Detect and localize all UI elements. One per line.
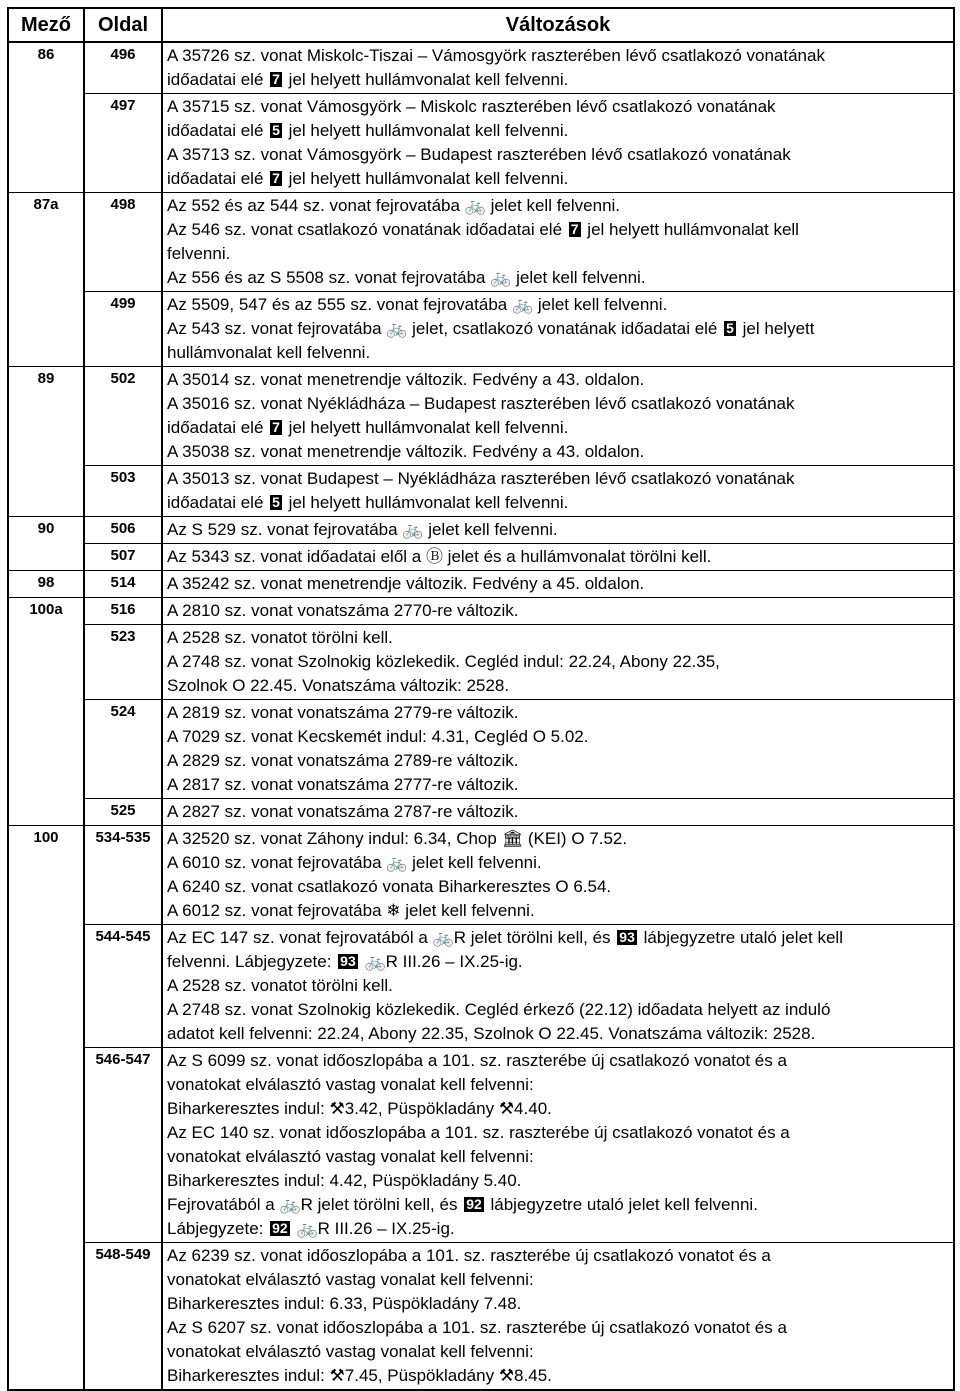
change-line: Az S 6207 sz. vonat időoszlopába a 101. sz. raszterébe új csatlakozó vonatot és a (167, 1318, 787, 1337)
field-cell: 100a (8, 598, 84, 625)
change-line: A 35715 sz. vonat Vámosgyörk – Miskolc raszterében lévő csatlakozó vonatának (167, 97, 776, 116)
change-line: felvenni. Lábjegyzete: 93 🚲R III.26 – IX.25-ig. (167, 952, 523, 971)
boxed-number-icon: 92 (466, 1196, 482, 1212)
change-line: Az S 6099 sz. vonat időoszlopába a 101. sz. raszterébe új csatlakozó vonatot és a (167, 1051, 787, 1070)
field-cell (8, 1243, 84, 1391)
table-row (8, 625, 954, 700)
field-cell (8, 544, 84, 571)
page-cell: 506 (84, 517, 162, 544)
page-cell: 499 (84, 292, 162, 367)
changes-cell (162, 625, 954, 700)
change-line: A 35014 sz. vonat menetrendje változik. Fedvény a 43. oldalon. (167, 370, 645, 389)
change-line: vonatokat elválasztó vastag vonalat kell felvenni: (167, 1075, 534, 1094)
change-line: A 6010 sz. vonat fejrovatába 🚲 jelet kell felvenni. (167, 853, 542, 872)
change-line: A 35038 sz. vonat menetrendje változik. Fedvény a 43. oldalon. (167, 442, 645, 461)
page-cell: 546-547 (84, 1048, 162, 1243)
change-line: Az S 529 sz. vonat fejrovatába 🚲 jelet kell felvenni. (167, 520, 558, 539)
change-line: Szolnok O 22.45. Vonatszáma változik: 2528. (167, 676, 510, 695)
change-line: A 2810 sz. vonat vonatszáma 2770-re változik. (167, 601, 519, 620)
change-line: időadatai elé 7 jel helyett hullámvonalat kell felvenni. (167, 418, 569, 437)
table-row (8, 94, 954, 193)
header-field: Mező (8, 8, 84, 42)
table-row (8, 42, 954, 94)
boxed-number-icon: 5 (272, 494, 280, 510)
boxed-number-icon: 5 (726, 320, 734, 336)
change-line: Biharkeresztes indul: ⚒3.42, Püspökladány ⚒4.40. (167, 1099, 552, 1118)
change-line: vonatokat elválasztó vastag vonalat kell felvenni: (167, 1270, 534, 1289)
change-line: A 32520 sz. vonat Záhony indul: 6.34, Chop 🏛 (KEI) O 7.52. (167, 829, 628, 848)
change-line: Biharkeresztes indul: 4.42, Püspökladány 5.40. (167, 1171, 522, 1190)
change-line: A 7029 sz. vonat Kecskemét indul: 4.31, Cegléd O 5.02. (167, 727, 589, 746)
field-cell (8, 700, 84, 799)
changes-cell (162, 292, 954, 367)
boxed-number-icon: 5 (272, 122, 280, 138)
changes-cell (162, 700, 954, 799)
change-line: A 2748 sz. vonat Szolnokig közlekedik. Cegléd indul: 22.24, Abony 22.35, (167, 652, 720, 671)
table-row (8, 193, 954, 292)
page-cell: 516 (84, 598, 162, 625)
boxed-number-icon: 7 (570, 221, 579, 237)
page-cell: 496 (84, 42, 162, 94)
field-cell (8, 94, 84, 193)
change-line: hullámvonalat kell felvenni. (167, 343, 371, 362)
change-line: Az 546 sz. vonat csatlakozó vonatának időadatai elé 7 jel helyett hullámvonalat kell (167, 220, 799, 239)
boxed-number-icon: 7 (272, 170, 280, 186)
change-line: A 35242 sz. vonat menetrendje változik. Fedvény a 45. oldalon. (167, 574, 645, 593)
field-cell: 86 (8, 42, 84, 94)
changes-cell (162, 925, 954, 1048)
table-row (8, 826, 954, 925)
page-cell: 497 (84, 94, 162, 193)
table-row (8, 1243, 954, 1391)
change-line: A 35726 sz. vonat Miskolc-Tiszai – Vámosgyörk raszterében lévő csatlakozó vonatának (167, 46, 825, 65)
page-cell: 523 (84, 625, 162, 700)
change-line: A 2829 sz. vonat vonatszáma 2789-re változik. (167, 751, 519, 770)
change-line: A 35013 sz. vonat Budapest – Nyékládháza raszterében lévő csatlakozó vonatának (167, 469, 795, 488)
change-line: A 6012 sz. vonat fejrovatába ❄ jelet kell felvenni. (167, 901, 535, 920)
table-row (8, 292, 954, 367)
change-line: A 2819 sz. vonat vonatszáma 2779-re változik. (167, 703, 519, 722)
boxed-number-icon: 93 (619, 929, 635, 945)
page-cell: 502 (84, 367, 162, 466)
header-changes: Változások (162, 8, 954, 42)
field-cell (8, 799, 84, 826)
field-cell (8, 466, 84, 517)
changes-cell (162, 598, 954, 625)
changes-cell (162, 517, 954, 544)
change-line: adatot kell felvenni: 22.24, Abony 22.35, Szolnok O 22.45. Vonatszáma változik: 2528. (167, 1024, 816, 1043)
page-cell: 503 (84, 466, 162, 517)
table-header (8, 8, 954, 42)
changes-cell (162, 367, 954, 466)
page-cell: 548-549 (84, 1243, 162, 1391)
table-row (8, 1048, 954, 1243)
boxed-number-icon: 7 (272, 419, 280, 435)
change-line: Fejrovatából a 🚲R jelet törölni kell, és 92 lábjegyzetre utaló jelet kell felvenni. (167, 1195, 758, 1214)
change-line: felvenni. (167, 244, 231, 263)
field-cell (8, 625, 84, 700)
field-cell: 98 (8, 571, 84, 598)
change-line: Az EC 140 sz. vonat időoszlopába a 101. sz. raszterébe új csatlakozó vonatot és a (167, 1123, 790, 1142)
change-line: időadatai elé 5 jel helyett hullámvonalat kell felvenni. (167, 493, 569, 512)
page-cell: 534-535 (84, 826, 162, 925)
field-cell: 89 (8, 367, 84, 466)
table-row (8, 700, 954, 799)
change-line: Az 5509, 547 és az 555 sz. vonat fejrovatába 🚲 jelet kell felvenni. (167, 295, 668, 314)
change-line: időadatai elé 7 jel helyett hullámvonalat kell felvenni. (167, 169, 569, 188)
change-line: Lábjegyzete: 92 🚲R III.26 – IX.25-ig. (167, 1219, 455, 1238)
change-line: vonatokat elválasztó vastag vonalat kell felvenni: (167, 1342, 534, 1361)
changes-body (8, 42, 954, 1390)
page-cell: 524 (84, 700, 162, 799)
table-row (8, 925, 954, 1048)
boxed-number-icon: 93 (340, 953, 356, 969)
table-row (8, 571, 954, 598)
table-row (8, 799, 954, 826)
changes-cell (162, 193, 954, 292)
table-row (8, 598, 954, 625)
boxed-number-icon: 7 (272, 71, 280, 87)
change-line: A 2748 sz. vonat Szolnokig közlekedik. Cegléd érkező (22.12) időadata helyett az induló (167, 1000, 831, 1019)
changes-cell (162, 1048, 954, 1243)
change-line: A 6240 sz. vonat csatlakozó vonata Biharkeresztes O 6.54. (167, 877, 612, 896)
page-cell: 544-545 (84, 925, 162, 1048)
page-cell: 498 (84, 193, 162, 292)
changes-cell (162, 1243, 954, 1391)
table-row (8, 367, 954, 466)
changes-cell (162, 466, 954, 517)
changes-cell (162, 544, 954, 571)
field-cell: 87a (8, 193, 84, 292)
changes-cell (162, 826, 954, 925)
field-cell (8, 1048, 84, 1243)
table-row (8, 544, 954, 571)
change-line: Biharkeresztes indul: ⚒7.45, Püspökladány ⚒8.45. (167, 1366, 552, 1385)
change-line: A 2827 sz. vonat vonatszáma 2787-re változik. (167, 802, 519, 821)
change-line: A 2528 sz. vonatot törölni kell. (167, 628, 393, 647)
change-line: Az 556 és az S 5508 sz. vonat fejrovatába 🚲 jelet kell felvenni. (167, 268, 646, 287)
changes-cell (162, 42, 954, 94)
changes-cell (162, 799, 954, 826)
page-cell: 514 (84, 571, 162, 598)
change-line: Az 552 és az 544 sz. vonat fejrovatába 🚲 jelet kell felvenni. (167, 196, 621, 215)
field-cell (8, 292, 84, 367)
table-row (8, 517, 954, 544)
changes-cell (162, 571, 954, 598)
field-cell (8, 925, 84, 1048)
change-line: Az 5343 sz. vonat időadatai elől a Ⓑ jelet és a hullámvonalat törölni kell. (167, 547, 712, 566)
header-page: Oldal (84, 8, 162, 42)
table-row (8, 466, 954, 517)
change-line: Az 543 sz. vonat fejrovatába 🚲 jelet, csatlakozó vonatának időadatai elé 5 jel helyett (167, 319, 815, 338)
change-line: Az 6239 sz. vonat időoszlopába a 101. sz. raszterébe új csatlakozó vonatot és a (167, 1246, 771, 1265)
boxed-number-icon: 92 (272, 1220, 288, 1236)
change-line: A 35016 sz. vonat Nyékládháza – Budapest raszterében lévő csatlakozó vonatának (167, 394, 795, 413)
change-line: A 2528 sz. vonatot törölni kell. (167, 976, 393, 995)
change-line: A 2817 sz. vonat vonatszáma 2777-re változik. (167, 775, 519, 794)
change-line: Az EC 147 sz. vonat fejrovatából a 🚲R jelet törölni kell, és 93 lábjegyzetre utaló jelet kell (167, 928, 843, 947)
field-cell: 90 (8, 517, 84, 544)
change-line: vonatokat elválasztó vastag vonalat kell felvenni: (167, 1147, 534, 1166)
field-cell: 100 (8, 826, 84, 925)
changes-table (7, 7, 955, 1391)
page-cell: 525 (84, 799, 162, 826)
change-line: időadatai elé 7 jel helyett hullámvonalat kell felvenni. (167, 70, 569, 89)
change-line: időadatai elé 5 jel helyett hullámvonalat kell felvenni. (167, 121, 569, 140)
change-line: A 35713 sz. vonat Vámosgyörk – Budapest raszterében lévő csatlakozó vonatának (167, 145, 791, 164)
changes-cell (162, 94, 954, 193)
page-cell: 507 (84, 544, 162, 571)
change-line: Biharkeresztes indul: 6.33, Püspökladány 7.48. (167, 1294, 522, 1313)
changes-document (7, 7, 953, 1385)
